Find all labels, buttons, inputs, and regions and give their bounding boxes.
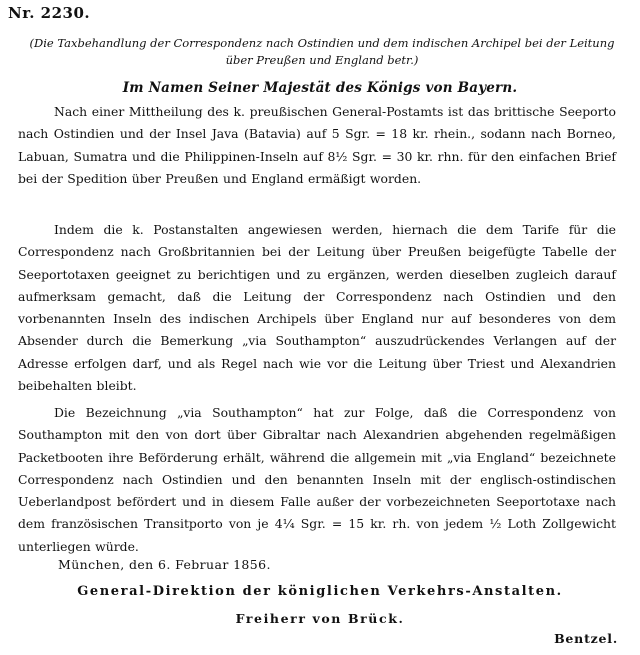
paragraph-seaporto-reduction: Nach einer Mittheilung des k. preußischen General-Postamts ist das brittische Seeporto nach Ostindien und der Insel Java (Batavia) auf 5 Sgr. = 18 kr. rhein., sodann nach Borneo, Labuan, Sumatra und die Philippinen-Inseln auf 8½ Sgr. = 30 kr. rhn. für den einfachen Brief bei der Spedition über Preußen und England ermäßigt worden. bbox=[18, 104, 616, 186]
signatory-name: Freiherr von Brück. bbox=[235, 611, 405, 626]
place-and-date: München, den 6. Februar 1856. bbox=[58, 557, 271, 572]
document-number: Nr. 2230. bbox=[8, 4, 91, 22]
royal-invocation: Im Namen Seiner Majestät des Königs von Bayern. bbox=[122, 80, 518, 96]
paragraph-via-southampton: Die Bezeichnung „via Southampton“ hat zur Folge, daß die Correspondenz von Southampton mit den von dort über Gibraltar nach Alexandrien abgehenden regelmäßigen Packetbooten ihre Beförderung erhält, während die allgemein mit „via England“ bezeichnete Correspondenz nach Ostindien und den benannten Inseln mit der englisch-ostindischen Ueberlandpost befördert und in diesem Falle außer der vorbezeichneten Seeportotaxe nach dem französischen Transitporto von je 4¼ Sgr. = 15 kr. rh. von jedem ½ Loth Zollgewicht unterliegen würde. bbox=[18, 405, 616, 554]
paragraph-routing-instructions: Indem die k. Postanstalten angewiesen werden, hiernach die dem Tarife für die Correspondenz nach Großbritannien bei der Leitung über Preußen beigefügte Tabelle der Seeportotaxen geeignet zu berichtigen und zu ergänzen, werden dieselben zugleich darauf aufmerksam gemacht, daß die Leitung der Correspondenz nach Ostindien und den vorbenannten Inseln des indischen Archipels über England nur auf besonderes von dem Absender durch die Bemerkung „via Southampton“ auszudrückendes Verlangen auf der Adresse erfolgen darf, und als Regel nach wie vor die Leitung über Triest und Alexandrien beibehalten bleibt. bbox=[18, 222, 616, 394]
countersignature: Bentzel. bbox=[554, 631, 618, 646]
issuing-authority: General-Direktion der königlichen Verkehrs-Anstalten. bbox=[77, 584, 563, 599]
document-subject: (Die Taxbehandlung der Correspondenz nach Ostindien und dem indischen Archipel bei der Leitung über Preußen und England betr.) bbox=[29, 36, 615, 67]
